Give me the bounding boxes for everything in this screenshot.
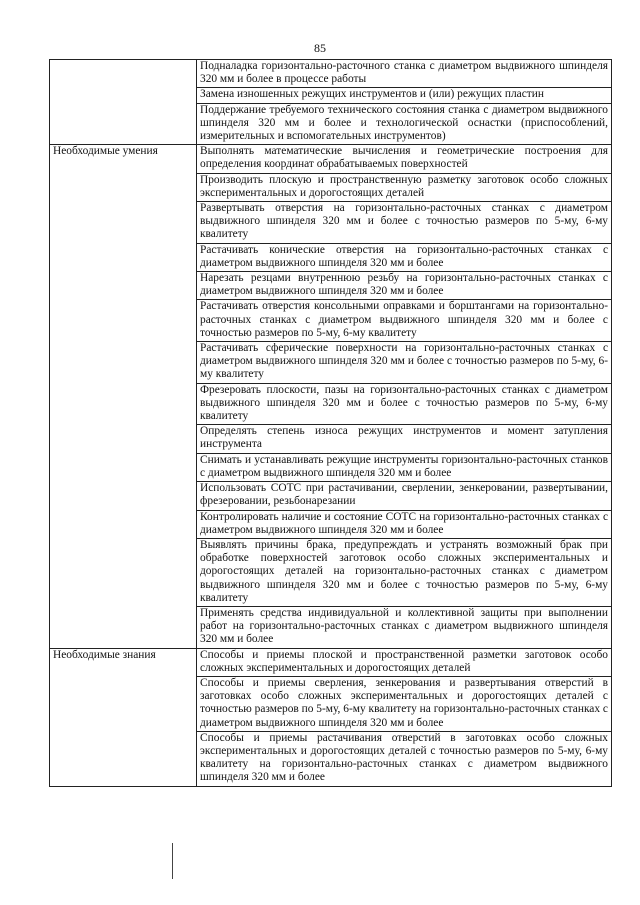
requirement-cell: Подналадка горизонтально-расточного станка с диаметром выдвижного шпинделя 320 мм и более в процессе работы bbox=[197, 60, 612, 88]
requirement-cell: Способы и приемы сверления, зенкерования и развертывания отверстий в заготовках особо сложных экспериментальных и дорогостоящих деталей с точностью размеров по 5-му, 6-му квалитету на горизонтально-расточных станках с диаметром выдвижного шпинделя 320 мм и более bbox=[197, 676, 612, 731]
category-cell: Необходимые знания bbox=[50, 648, 197, 786]
requirement-cell: Способы и приемы плоской и пространственной разметки заготовок особо сложных экспериментальных и дорогостоящих деталей bbox=[197, 648, 612, 676]
requirement-cell: Поддержание требуемого технического состояния станка с диаметром выдвижного шпинделя 320 мм и более и технологической оснастки (приспособлений, измерительных и вспомогательных инструментов) bbox=[197, 103, 612, 145]
page-number: 85 bbox=[314, 41, 326, 55]
requirement-cell: Развертывать отверстия на горизонтально-расточных станках с диаметром выдвижного шпинделя 320 мм и более с точностью размеров по 5-му, 6-му квалитету bbox=[197, 202, 612, 244]
requirement-cell: Определять степень износа режущих инструментов и момент затупления инструмента bbox=[197, 425, 612, 453]
table-row bbox=[50, 60, 612, 88]
requirement-cell: Производить плоскую и пространственную разметку заготовок особо сложных экспериментальных и дорогостоящих деталей bbox=[197, 173, 612, 201]
requirement-cell: Выполнять математические вычисления и геометрические построения для определения координат обрабатываемых поверхностей bbox=[197, 145, 612, 173]
requirement-cell: Нарезать резцами внутреннюю резьбу на горизонтально-расточных станках с диаметром выдвижного шпинделя 320 мм и более bbox=[197, 272, 612, 300]
requirement-cell: Контролировать наличие и состояние СОТС на горизонтально-расточных станках с диаметром выдвижного шпинделя 320 мм и более bbox=[197, 510, 612, 538]
requirement-cell: Использовать СОТС при растачивании, сверлении, зенкеровании, развертывании, фрезеровании, резьбонарезании bbox=[197, 482, 612, 510]
requirement-cell: Снимать и устанавливать режущие инструменты горизонтально-расточных станков с диаметром выдвижного шпинделя 320 мм и более bbox=[197, 453, 612, 481]
requirement-cell: Фрезеровать плоскости, пазы на горизонтально-расточных станках с диаметром выдвижного шпинделя 320 мм и более с точностью размеров по 5-му, 6-му квалитету bbox=[197, 383, 612, 425]
requirement-cell: Применять средства индивидуальной и коллективной защиты при выполнении работ на горизонтально-расточных станках с диаметром выдвижного шпинделя 320 мм и более bbox=[197, 606, 612, 648]
requirement-cell: Растачивать сферические поверхности на горизонтально-расточных станках с диаметром выдвижного шпинделя 320 мм и более с точностью размеров по 5-му, 6-му квалитету bbox=[197, 342, 612, 384]
requirement-cell: Выявлять причины брака, предупреждать и устранять возможный брак при обработке поверхностей заготовок особо сложных экспериментальных и дорогостоящих деталей на горизонтально-расточных станках с диаметром выдвижного шпинделя 320 мм и более с точностью размеров по 5-му, 6-му квалитету bbox=[197, 538, 612, 606]
requirement-cell: Растачивать конические отверстия на горизонтально-расточных станках с диаметром выдвижного шпинделя 320 мм и более bbox=[197, 243, 612, 271]
requirement-cell: Растачивать отверстия консольными оправками и борштангами на горизонтально-расточных станках с диаметром выдвижного шпинделя 320 мм и более с точностью размеров по 5-му, 6-му квалитету bbox=[197, 300, 612, 342]
category-cell bbox=[50, 60, 197, 145]
margin-mark bbox=[172, 843, 173, 879]
table-row bbox=[50, 145, 612, 173]
category-cell: Необходимые умения bbox=[50, 145, 197, 648]
requirement-cell: Замена изношенных режущих инструментов и (или) режущих пластин bbox=[197, 88, 612, 103]
requirements-table bbox=[49, 59, 612, 787]
table-row bbox=[50, 648, 612, 676]
requirements-table-body bbox=[50, 60, 612, 787]
requirement-cell: Способы и приемы растачивания отверстий в заготовках особо сложных экспериментальных и дорогостоящих деталей с точностью размеров по 5-му, 6-му квалитету на горизонтально-расточных станках с диаметром выдвижного шпинделя 320 мм и более bbox=[197, 731, 612, 786]
